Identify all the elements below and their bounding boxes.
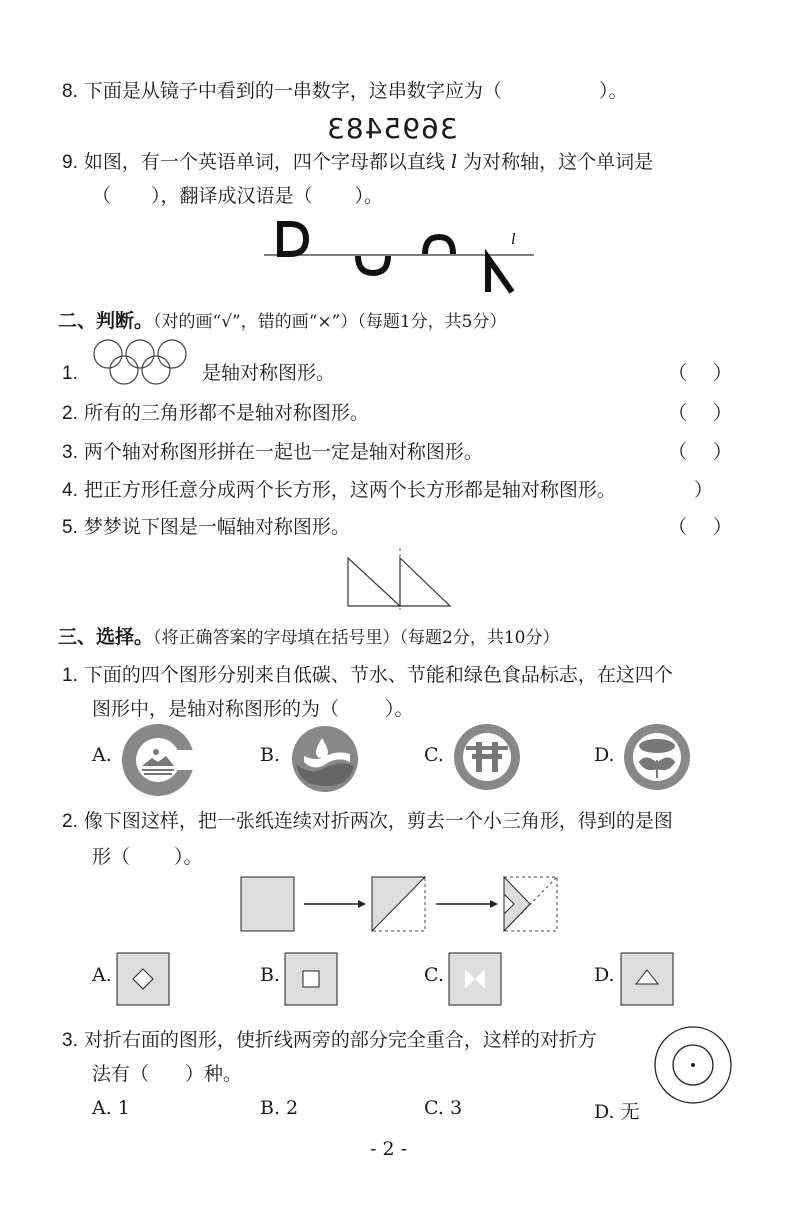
- logo-bar: [466, 746, 508, 750]
- question-text: 下面是从镜子中看到的一串数字，这串数字应为（: [83, 80, 502, 102]
- page-number: - 2 -: [370, 1138, 408, 1160]
- arrow-1-head: [358, 900, 366, 908]
- option-d-label[interactable]: D.: [594, 964, 615, 986]
- item-text: 梦梦说下图是一幅轴对称图形。: [83, 516, 350, 538]
- question-text: 为对称轴，这个单词是: [463, 151, 654, 173]
- option-b[interactable]: B. 2: [260, 1097, 299, 1119]
- question-text-end: ）。: [385, 698, 414, 720]
- option-c[interactable]: C. 3: [424, 1097, 463, 1119]
- symmetric-word-figure: [262, 218, 542, 298]
- paper-square: [241, 877, 294, 931]
- question-text: 下面的四个图形分别来自低碳、节水、节能和绿色食品标志，在这四个: [83, 664, 673, 686]
- question-text: 像下图这样，把一张纸连续对折两次，剪去一个小三角形，得到的是图: [83, 810, 673, 832]
- folding-sequence-figure: [240, 876, 570, 936]
- ring: [158, 340, 186, 368]
- question-text: ）。: [354, 185, 384, 207]
- answer-blank-4[interactable]: ）: [694, 479, 714, 501]
- ring: [126, 340, 154, 368]
- option-c-figure[interactable]: [448, 952, 502, 1006]
- option-b-label[interactable]: B.: [260, 964, 281, 986]
- option-d[interactable]: D. 无: [594, 1101, 640, 1123]
- judge-item-3: [62, 437, 483, 464]
- ring: [142, 356, 170, 384]
- line-variable: l: [450, 151, 458, 173]
- square-hole: [303, 971, 319, 987]
- question-number: 9.: [62, 152, 78, 173]
- question-text-end: ）种。: [185, 1063, 243, 1085]
- question-text: 法有（: [92, 1063, 150, 1085]
- logo-bar: [472, 754, 502, 759]
- option-d-label[interactable]: D.: [594, 744, 615, 766]
- question-text: （: [92, 185, 112, 207]
- letter-u-half: [358, 256, 388, 273]
- item-number: 5.: [62, 517, 78, 538]
- choice-q1-line2: [92, 694, 414, 721]
- section-note: （将正确答案的字母填在括号里）（每题2分，共10分）: [153, 628, 560, 648]
- question-number: 3.: [62, 1030, 78, 1051]
- section-title: 二、判断。: [58, 310, 154, 332]
- judge-item-5: [62, 512, 350, 539]
- mirrored-number: [326, 112, 458, 145]
- option-c-label[interactable]: C.: [424, 744, 444, 766]
- choice-q3-line2: [92, 1059, 242, 1086]
- green-food-logo[interactable]: [622, 722, 692, 792]
- logo-sun: [639, 739, 675, 753]
- option-a[interactable]: A. 1: [92, 1097, 130, 1119]
- option-a-label[interactable]: A.: [92, 964, 112, 986]
- ring: [94, 340, 122, 368]
- item-text: 把正方形任意分成两个长方形，这两个长方形都是轴对称图形。: [83, 479, 616, 501]
- olympic-rings-figure: [88, 340, 198, 390]
- logo-sun: [153, 749, 159, 755]
- section-note: （对的画“√”，错的画“×”）（每题1分，共5分）: [153, 312, 507, 332]
- mirrored-digits: 3695483: [326, 112, 458, 145]
- option-b-label[interactable]: B.: [260, 744, 281, 766]
- question-8: [62, 76, 628, 103]
- option-d-figure[interactable]: [620, 952, 674, 1006]
- judge-item-2: [62, 398, 369, 425]
- item-number: 1.: [62, 363, 78, 384]
- triangle-right: [400, 558, 450, 606]
- item-text: 是轴对称图形。: [201, 362, 335, 384]
- logo-gap: [170, 750, 198, 770]
- option-b-figure[interactable]: [284, 952, 338, 1006]
- question-text: 如图，有一个英语单词，四个字母都以直线: [83, 151, 445, 173]
- item-text: 两个轴对称图形拼在一起也一定是轴对称图形。: [83, 441, 483, 463]
- question-text: 图形中，是轴对称图形的为（: [92, 698, 340, 720]
- judge-item-4: [62, 475, 616, 502]
- center-dot: [691, 1063, 695, 1067]
- ring: [110, 356, 138, 384]
- question-9-line2: [92, 181, 383, 208]
- question-number: 8.: [62, 81, 78, 102]
- item-number: 3.: [62, 442, 78, 463]
- choice-q2-line2: [92, 842, 203, 869]
- low-carbon-logo[interactable]: [120, 722, 196, 798]
- question-9-line1: [62, 147, 653, 174]
- option-a-label[interactable]: A.: [92, 744, 112, 766]
- line-label: l: [511, 231, 516, 248]
- arrow-2-head: [490, 900, 498, 908]
- answer-blank-5[interactable]: （ ）: [668, 516, 733, 538]
- question-text: ），翻译成汉语是（: [151, 185, 313, 207]
- section-2-header: [58, 306, 507, 333]
- item-text: 所有的三角形都不是轴对称图形。: [83, 402, 369, 424]
- letter-n-half: [488, 258, 512, 292]
- water-saving-logo[interactable]: [290, 724, 360, 794]
- choice-q1-line1: [62, 660, 673, 687]
- triangles-figure: [346, 548, 456, 610]
- option-a-figure[interactable]: [116, 952, 170, 1006]
- triangle-left: [348, 558, 400, 606]
- question-text-end: ）。: [599, 80, 628, 102]
- letter-o-half: [425, 237, 453, 254]
- energy-saving-logo[interactable]: [452, 722, 522, 792]
- answer-blank-3[interactable]: （ ）: [668, 441, 733, 463]
- choice-q2-line1: [62, 806, 673, 833]
- section-3-header: [58, 622, 559, 649]
- concentric-circles-figure: [653, 1025, 733, 1105]
- question-text: 形（: [92, 846, 131, 868]
- item-number: 2.: [62, 403, 78, 424]
- question-number: 1.: [62, 665, 78, 686]
- option-c-label[interactable]: C.: [424, 964, 444, 986]
- question-text-end: ）。: [174, 846, 203, 868]
- question-number: 2.: [62, 811, 78, 832]
- choice-q3-line1: [62, 1025, 597, 1052]
- folded-triangle: [372, 877, 425, 931]
- section-title: 三、选择。: [58, 626, 154, 648]
- letter-d-half: [280, 224, 306, 254]
- answer-blank-1[interactable]: （ ）: [668, 362, 733, 384]
- item-number: 4.: [62, 480, 78, 501]
- question-text: 对折右面的图形，使折线两旁的部分完全重合，这样的对折方: [83, 1029, 597, 1051]
- answer-blank-2[interactable]: （ ）: [668, 402, 733, 424]
